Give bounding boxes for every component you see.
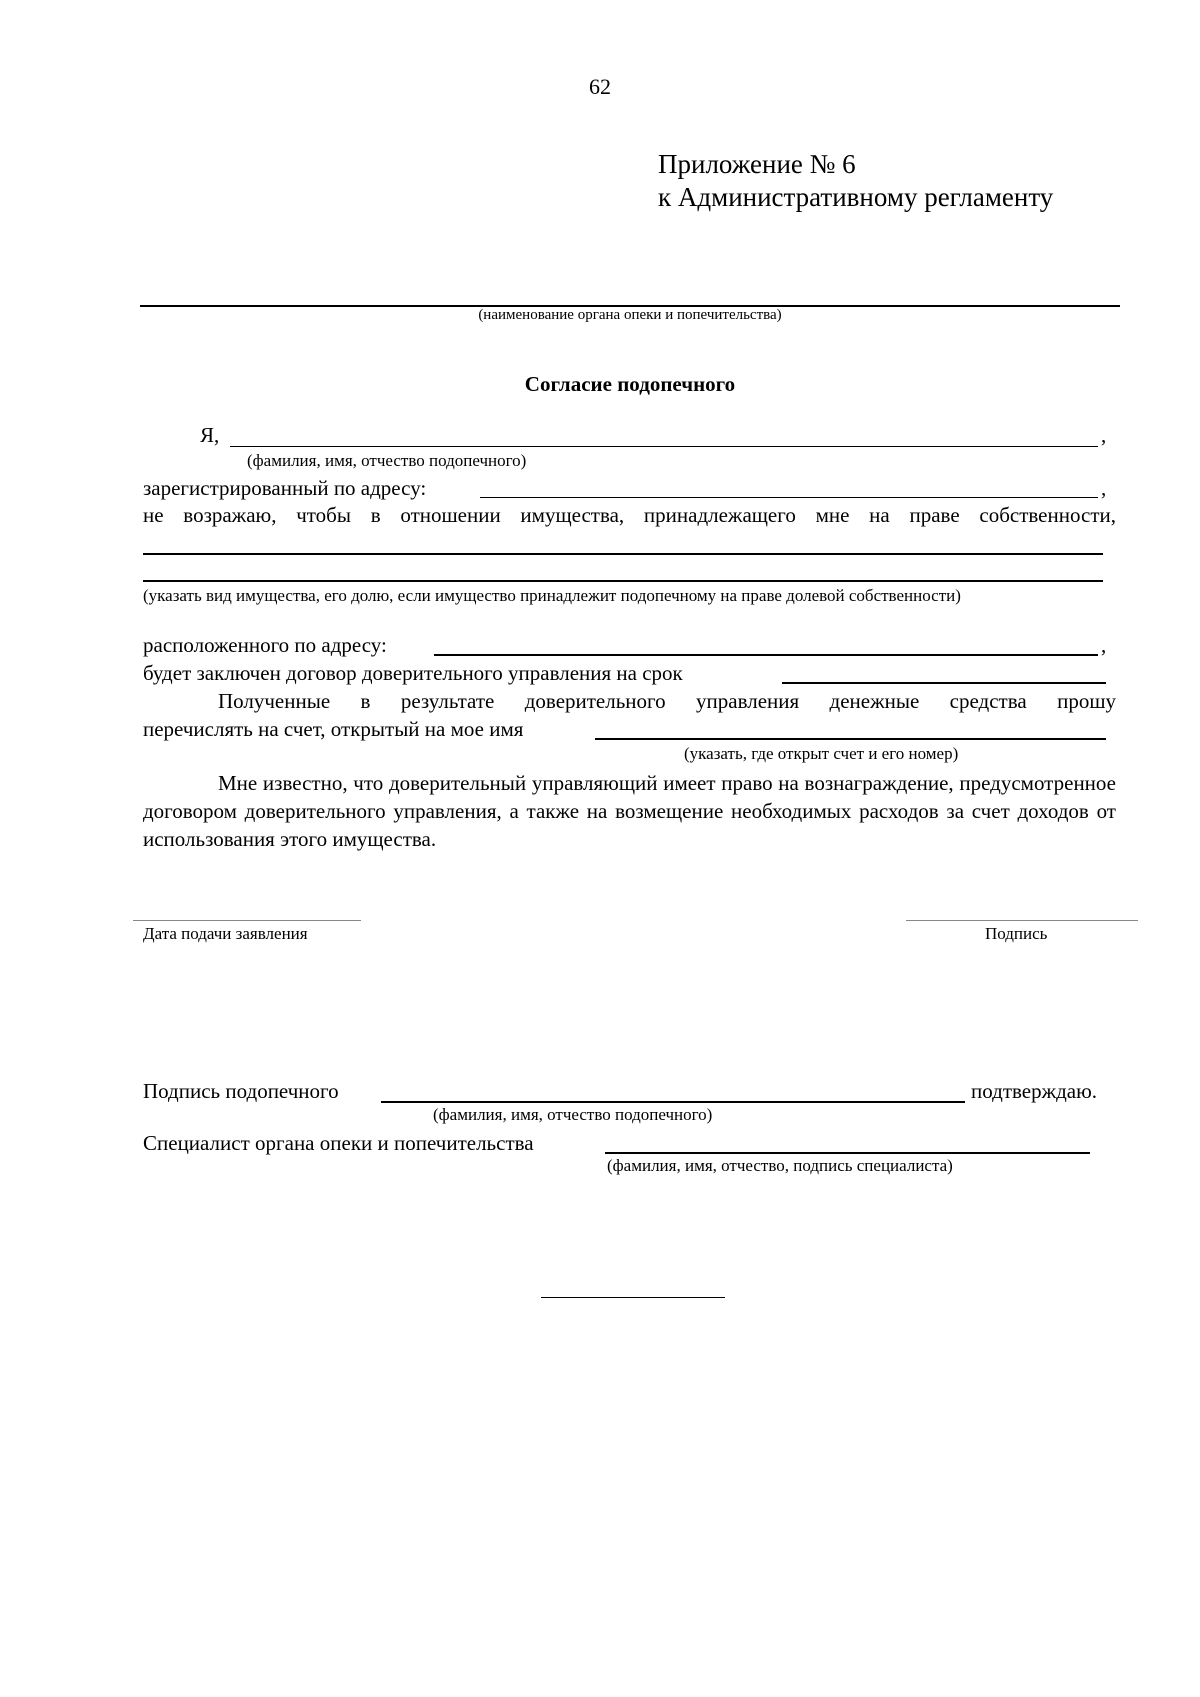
document-title: Согласие подопечного xyxy=(524,372,736,396)
specialist-label: Специалист органа опеки и попечительства xyxy=(143,1131,534,1155)
specialist-field[interactable] xyxy=(605,1152,1090,1154)
page-number: 62 xyxy=(589,74,611,99)
appendix-subtitle: к Административному регламенту xyxy=(658,182,1054,212)
date-field[interactable] xyxy=(133,920,361,921)
appendix-title: Приложение № 6 xyxy=(658,149,856,179)
registered-label: зарегистрированный по адресу: xyxy=(143,476,427,500)
registered-address-field[interactable] xyxy=(480,497,1098,498)
ya-label: Я, xyxy=(200,423,220,447)
signature-label: Подпись xyxy=(985,924,1048,943)
contract-term-label: будет заключен договор доверительного управления на срок xyxy=(143,661,683,685)
date-label: Дата подачи заявления xyxy=(143,924,308,943)
located-address-field[interactable] xyxy=(434,654,1098,656)
ward-name-caption: (фамилия, имя, отчество подопечного) xyxy=(247,451,527,470)
account-caption: (указать, где открыт счет и его номер) xyxy=(684,744,959,763)
known-paragraph: Мне известно, что доверительный управляющий имеет право на вознаграждение, предусмотренное договором доверительного управления, а также на возмещение необходимых расходов за счет доходов от использования этого имущества. xyxy=(143,771,1116,851)
ward-name-field[interactable] xyxy=(230,446,1098,447)
signature-field[interactable] xyxy=(906,920,1138,921)
ward-signature-label: Подпись подопечного xyxy=(143,1079,339,1103)
funds-text-line1: Полученные в результате доверительного управления денежные средства прошу xyxy=(218,689,1116,713)
specialist-caption: (фамилия, имя, отчество, подпись специалиста) xyxy=(607,1156,953,1175)
located-comma: , xyxy=(1101,633,1107,657)
no-objection-text: не возражаю, чтобы в отношении имущества, принадлежащего мне на праве собственности, xyxy=(143,503,1116,527)
appendix-header xyxy=(658,148,1053,214)
ya-comma: , xyxy=(1101,423,1107,447)
property-field-line-2[interactable] xyxy=(143,580,1103,582)
account-field[interactable] xyxy=(595,738,1106,740)
property-field-line-1[interactable] xyxy=(143,553,1103,555)
org-name-caption: (наименование органа опеки и попечительства) xyxy=(478,307,782,323)
funds-account-label: перечислять на счет, открытый на мое имя xyxy=(143,717,524,741)
located-label: расположенного по адресу: xyxy=(143,633,387,657)
property-caption: (указать вид имущества, его долю, если имущество принадлежит подопечному на праве долевой собственности) xyxy=(143,586,961,605)
ward-signature-field[interactable] xyxy=(381,1101,965,1103)
confirm-text: подтверждаю. xyxy=(971,1079,1098,1103)
contract-term-field[interactable] xyxy=(782,682,1106,684)
ward-signature-caption: (фамилия, имя, отчество подопечного) xyxy=(433,1105,713,1124)
end-separator xyxy=(541,1297,725,1298)
registered-comma: , xyxy=(1101,476,1107,500)
